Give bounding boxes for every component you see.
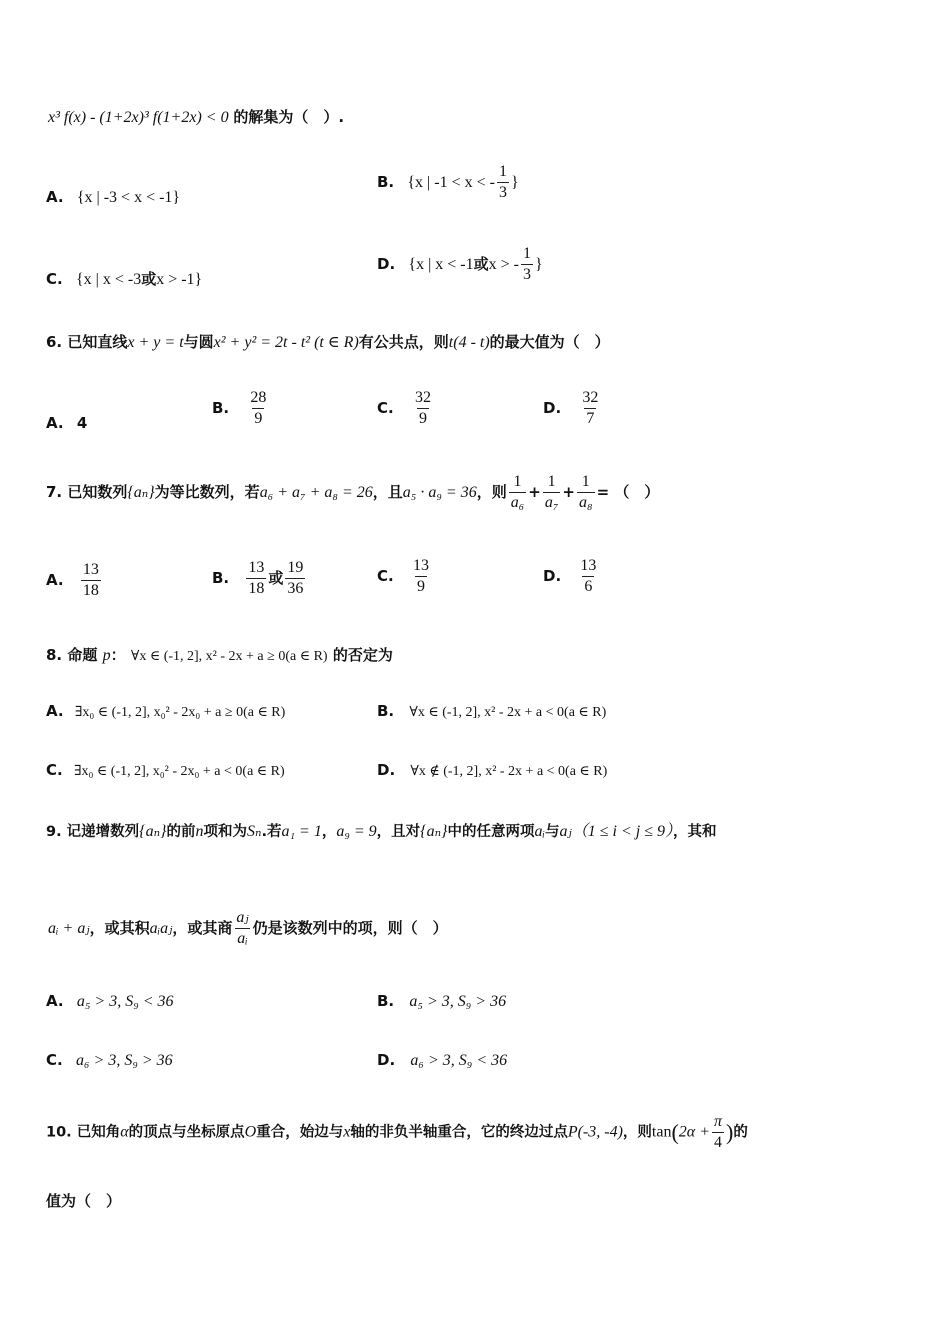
- q9-text: 项和为: [203, 824, 247, 840]
- q6-option-b[interactable]: [212, 390, 270, 427]
- q9-text: ，且对: [376, 824, 421, 840]
- q5-option-d-math-mid: x > -: [488, 256, 519, 273]
- q9-aj-math: aⱼ: [559, 823, 572, 840]
- fraction-denominator: 3: [523, 266, 531, 283]
- q10-text: 的: [733, 1124, 748, 1141]
- fraction-denominator: 36: [287, 580, 304, 597]
- fraction-numerator: 1: [581, 473, 590, 490]
- question-number: 10.: [46, 1124, 72, 1141]
- or-text: 或: [268, 569, 284, 587]
- fraction-numerator: 1: [547, 473, 556, 490]
- q9-text: 记递增数列: [66, 824, 140, 840]
- q10-text: ，则: [622, 1124, 652, 1141]
- q6-option-d[interactable]: [543, 390, 602, 427]
- q9-text: ，其和: [672, 824, 717, 840]
- q10-two-alpha: 2α +: [678, 1123, 710, 1141]
- q6-text: 有公共点，则: [358, 333, 449, 351]
- q8-p: p: [102, 647, 111, 664]
- q5-option-a-math: {x | -3 < x < -1}: [76, 189, 181, 206]
- question-number: 8.: [46, 646, 63, 664]
- q10-text: 的顶点与坐标原点: [128, 1124, 245, 1141]
- option-label: A.: [46, 571, 64, 589]
- option-label: A.: [46, 414, 64, 432]
- q10-text: 轴的非负半轴重合，它的终边过点: [350, 1124, 568, 1141]
- option-label: C.: [377, 399, 394, 417]
- question-number: 7.: [46, 483, 63, 501]
- q9-n: n: [195, 823, 204, 840]
- q5-option-b[interactable]: [377, 164, 519, 201]
- right-paren: ): [726, 1119, 734, 1145]
- q8-option-c[interactable]: [46, 763, 285, 779]
- q10-text: 已知角: [76, 1124, 121, 1141]
- q6-option-d-fraction: [580, 390, 600, 427]
- q9-option-a[interactable]: [46, 994, 174, 1010]
- q5-stem: [48, 110, 344, 126]
- q9-range-math: （1 ≤ i < j ≤ 9）: [571, 823, 673, 840]
- q8-stem: [46, 648, 393, 664]
- q9-option-b-math: a₅ > 3, S₉ > 36: [409, 993, 507, 1010]
- q6-option-a[interactable]: [46, 416, 87, 431]
- option-label: B.: [212, 569, 230, 587]
- fraction-numerator: 1: [513, 473, 522, 490]
- q7-option-d[interactable]: [543, 558, 600, 595]
- q5-option-d[interactable]: [377, 246, 543, 283]
- q6-option-c-fraction: [413, 390, 433, 427]
- q7-text: = （ ）: [596, 483, 660, 501]
- q6-circle-math: x² + y² = 2t - t² (t ∈ R): [213, 334, 359, 351]
- q7-cond1-math: a₆ + a₇ + a₈ = 26: [259, 484, 373, 501]
- q9-seq-math: {aₙ}: [420, 823, 448, 840]
- q6-option-b-fraction: [248, 390, 268, 427]
- q7-cond2-math: a₅ · a₉ = 36: [402, 484, 477, 501]
- fraction-denominator: 6: [584, 578, 593, 595]
- fraction-denominator: 18: [248, 580, 265, 597]
- q8-option-a-math: ∃x₀ ∈ (-1, 2], x₀² - 2x₀ + a ≥ 0(a ∈ R): [74, 705, 286, 720]
- q7-option-b-fraction-2: [285, 560, 305, 597]
- q9-text: 与: [544, 824, 560, 840]
- q9-text: 仍是该数列中的项，则（ ）: [252, 919, 448, 937]
- fraction-denominator: 9: [416, 578, 425, 595]
- q8-option-b-math: ∀x ∈ (-1, 2], x² - 2x + a < 0(a ∈ R): [409, 705, 607, 720]
- or-text: 或: [473, 255, 489, 273]
- fraction-denominator: 9: [254, 410, 263, 427]
- fraction-numerator: 13: [82, 561, 99, 578]
- q7-reciprocal-a6: [509, 474, 527, 511]
- q9-option-a-math: a₅ > 3, S₉ < 36: [76, 993, 174, 1010]
- fraction-numerator: aⱼ: [236, 909, 249, 926]
- q9-text: 的前: [166, 824, 196, 840]
- option-label: B.: [377, 173, 395, 191]
- fraction-denominator: a₇: [544, 494, 559, 511]
- q9-text: ，: [321, 824, 337, 840]
- q7-option-c-fraction: [411, 558, 431, 595]
- q5-option-c[interactable]: [46, 272, 202, 288]
- q10-text: 值为（ ）: [46, 1192, 122, 1210]
- q5-stem-text: 的解集为（ ）.: [233, 108, 345, 126]
- left-paren: (: [671, 1119, 679, 1145]
- fraction-denominator: 18: [82, 582, 99, 599]
- fraction-numerator: 1: [523, 245, 531, 262]
- q9-quotient-fraction: [234, 910, 250, 947]
- q9-s-math: Sₙ: [246, 823, 262, 840]
- q9-prod-math: aᵢaⱼ: [149, 920, 173, 937]
- q5-option-b-math-post: }: [510, 174, 519, 191]
- q8-text: 的否定为: [332, 646, 393, 664]
- q8-option-c-math: ∃x₀ ∈ (-1, 2], x₀² - 2x₀ + a < 0(a ∈ R): [73, 764, 285, 779]
- q9-text: ，或其积: [89, 919, 150, 937]
- q7-option-d-fraction: [578, 558, 598, 595]
- option-label: B.: [212, 399, 230, 417]
- fraction-numerator: π: [714, 1113, 723, 1130]
- q7-text: ，则: [476, 483, 507, 501]
- q7-option-b-fraction-1: [246, 560, 266, 597]
- fraction-numerator: 19: [287, 559, 304, 576]
- q5-option-b-fraction: [497, 164, 509, 201]
- fraction-numerator: 13: [580, 557, 597, 574]
- q5-option-d-math-pre: {x | x < -1: [408, 256, 474, 273]
- q7-option-a[interactable]: [46, 562, 103, 599]
- fraction-denominator: 7: [586, 410, 595, 427]
- q10-pi-over-4-fraction: [712, 1114, 724, 1151]
- q10-tan: tan: [651, 1123, 672, 1141]
- q5-option-b-math-pre: {x | -1 < x < -: [407, 174, 495, 191]
- option-label: C.: [46, 270, 63, 288]
- q10-x: x: [343, 1123, 351, 1141]
- fraction-numerator: 32: [582, 389, 599, 406]
- q10-point-math: P(-3, -4): [567, 1123, 623, 1141]
- q6-expr-math: t(4 - t): [448, 334, 490, 351]
- q9-stem-line-1: [46, 824, 716, 840]
- q5-option-d-math-post: }: [535, 256, 543, 273]
- option-label: D.: [377, 761, 396, 779]
- fraction-numerator: 1: [498, 163, 507, 180]
- q9-option-c-math: a₆ > 3, S₉ > 36: [75, 1052, 173, 1069]
- or-text: 或: [141, 270, 157, 288]
- option-label: A.: [46, 992, 64, 1010]
- q7-text: ，且: [372, 483, 403, 501]
- q9-seq-math: {aₙ}: [139, 823, 167, 840]
- q8-text: 命题: [67, 646, 98, 664]
- q5-option-c-math-pre: {x | x < -3: [75, 271, 142, 288]
- q7-seq-math: {aₙ}: [127, 484, 155, 501]
- fraction-denominator: a₈: [579, 494, 593, 511]
- q6-option-c[interactable]: [377, 390, 435, 427]
- q9-stem-line-2: [48, 910, 448, 947]
- fraction-denominator: a₆: [510, 494, 525, 511]
- q7-option-c[interactable]: [377, 558, 433, 595]
- fraction-numerator: 13: [248, 559, 265, 576]
- q9-option-d-math: a₆ > 3, S₉ < 36: [410, 1052, 508, 1069]
- q7-reciprocal-a7: [543, 474, 561, 511]
- q7-option-a-fraction: [81, 562, 101, 599]
- q10-alpha: α: [120, 1123, 129, 1141]
- q9-text: .若: [261, 824, 282, 840]
- q10-stem-line-2: [46, 1194, 121, 1209]
- q6-text: 的最大值为（ ）: [489, 333, 610, 351]
- q7-text: 为等比数列，若: [154, 483, 260, 501]
- q9-option-d[interactable]: [377, 1053, 507, 1069]
- q9-sum-math: aᵢ + aⱼ: [48, 920, 90, 937]
- q9-text: ，或其商: [172, 919, 233, 937]
- q7-stem: 7. 已知数列{aₙ}为等比数列，若a₆ + a₇ + a₈ = 26，且a₅ · a₉ = 36，则 $\frac{1}{\text{a₆}}$ + $\frac{1}{\text{a₇}}$ + $\frac{1}{\text{a₈}}$ = （ ）: [46, 473, 660, 511]
- q5-stem-math: x³ f(x) - (1+2x)³ f(1+2x) < 0: [48, 109, 229, 126]
- q9-option-b[interactable]: [377, 994, 506, 1010]
- q8-option-a[interactable]: [46, 704, 285, 720]
- option-label: D.: [377, 255, 396, 273]
- fraction-numerator: 32: [414, 389, 431, 406]
- option-label: D.: [543, 399, 562, 417]
- question-number: 9.: [46, 824, 62, 840]
- option-label: A.: [46, 188, 64, 206]
- question-number: 6.: [46, 333, 63, 351]
- q7-reciprocal-a8: [577, 474, 595, 511]
- option-label: D.: [543, 567, 562, 585]
- q6-stem: [46, 335, 610, 351]
- q8-option-d-math: ∀x ∉ (-1, 2], x² - 2x + a < 0(a ∈ R): [410, 764, 608, 779]
- option-label: D.: [377, 1051, 396, 1069]
- q8-stem-math: ∀x ∈ (-1, 2], x² - 2x + a ≥ 0(a ∈ R): [130, 649, 328, 664]
- q6-text: 与圆: [183, 333, 214, 351]
- fraction-denominator: 3: [498, 184, 507, 201]
- q6-text: 已知直线: [67, 333, 128, 351]
- q7-text: 已知数列: [67, 483, 128, 501]
- q5-option-d-fraction: [521, 246, 533, 283]
- option-label: B.: [377, 702, 395, 720]
- option-label: B.: [377, 992, 395, 1010]
- q10-text: 重合，始边与: [256, 1124, 344, 1141]
- fraction-numerator: 13: [412, 557, 429, 574]
- q5-option-c-math-post: x > -1}: [156, 271, 203, 288]
- q5-option-a[interactable]: [46, 190, 180, 206]
- option-label: C.: [46, 1051, 63, 1069]
- q8-option-d[interactable]: [377, 763, 607, 779]
- q9-option-c[interactable]: [46, 1053, 173, 1069]
- fraction-denominator: 4: [714, 1134, 722, 1151]
- q9-text: 中的任意两项: [447, 824, 535, 840]
- fraction-numerator: 28: [250, 389, 267, 406]
- q10-origin: O: [244, 1123, 257, 1141]
- q8-option-b[interactable]: [377, 704, 606, 720]
- q10-stem-line-1: [46, 1114, 748, 1151]
- option-label: C.: [46, 761, 63, 779]
- q9-a1-math: a₁ = 1: [281, 823, 322, 840]
- fraction-denominator: aᵢ: [237, 930, 248, 947]
- option-label: C.: [377, 567, 394, 585]
- q7-option-b[interactable]: [212, 560, 307, 597]
- q6-option-a-value: 4: [76, 414, 88, 432]
- fraction-denominator: 9: [418, 410, 427, 427]
- q6-line-math: x + y = t: [127, 334, 184, 351]
- q8-text: ：: [110, 646, 126, 664]
- q9-ai-math: aᵢ: [534, 823, 545, 840]
- q9-a9-math: a₉ = 9: [336, 823, 377, 840]
- option-label: A.: [46, 702, 64, 720]
